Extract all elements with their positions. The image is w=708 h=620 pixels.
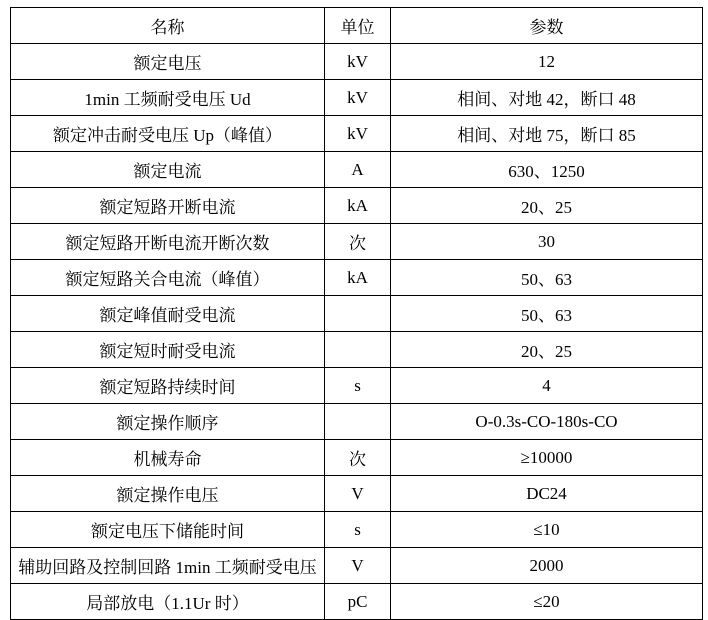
table-row [11, 368, 703, 404]
cell-name: 额定短路开断电流开断次数 [11, 224, 325, 260]
cell-unit: V [325, 548, 391, 584]
table-row [11, 80, 703, 116]
cell-unit: s [325, 512, 391, 548]
cell-unit: kV [325, 44, 391, 80]
table-row [11, 332, 703, 368]
header-name: 名称 [11, 8, 325, 44]
cell-unit: kV [325, 116, 391, 152]
cell-name: 额定操作电压 [11, 476, 325, 512]
table-row [11, 584, 703, 620]
cell-unit: s [325, 368, 391, 404]
cell-value: 50、63 [391, 296, 703, 332]
cell-name: 机械寿命 [11, 440, 325, 476]
cell-unit [325, 404, 391, 440]
cell-name: 额定电流 [11, 152, 325, 188]
header-unit: 单位 [325, 8, 391, 44]
table-header-row [11, 8, 703, 44]
cell-name: 额定操作顺序 [11, 404, 325, 440]
table-row [11, 296, 703, 332]
cell-unit: kA [325, 188, 391, 224]
cell-name: 额定冲击耐受电压 Up（峰值） [11, 116, 325, 152]
cell-name: 额定电压 [11, 44, 325, 80]
cell-value: 20、25 [391, 332, 703, 368]
table-row [11, 44, 703, 80]
table-row [11, 440, 703, 476]
table-row [11, 152, 703, 188]
cell-value: 630、1250 [391, 152, 703, 188]
cell-value: 相间、对地 42，断口 48 [391, 80, 703, 116]
cell-name: 局部放电（1.1Ur 时） [11, 584, 325, 620]
table-row [11, 188, 703, 224]
cell-name: 额定电压下储能时间 [11, 512, 325, 548]
cell-value: 2000 [391, 548, 703, 584]
table-row [11, 476, 703, 512]
cell-value: 相间、对地 75，断口 85 [391, 116, 703, 152]
header-value: 参数 [391, 8, 703, 44]
cell-value: 30 [391, 224, 703, 260]
cell-value: O-0.3s-CO-180s-CO [391, 404, 703, 440]
cell-value: 12 [391, 44, 703, 80]
cell-value: ≥10000 [391, 440, 703, 476]
cell-unit: kA [325, 260, 391, 296]
cell-unit: kV [325, 80, 391, 116]
cell-unit: pC [325, 584, 391, 620]
cell-value: ≤20 [391, 584, 703, 620]
table-row [11, 224, 703, 260]
spec-table [10, 7, 703, 620]
cell-value: DC24 [391, 476, 703, 512]
table-row [11, 548, 703, 584]
table-row [11, 116, 703, 152]
cell-value: 20、25 [391, 188, 703, 224]
cell-name: 额定短时耐受电流 [11, 332, 325, 368]
cell-value: 4 [391, 368, 703, 404]
table-row [11, 260, 703, 296]
cell-name: 额定短路持续时间 [11, 368, 325, 404]
cell-unit: 次 [325, 224, 391, 260]
cell-unit: 次 [325, 440, 391, 476]
cell-unit [325, 332, 391, 368]
cell-name: 1min 工频耐受电压 Ud [11, 80, 325, 116]
cell-unit: V [325, 476, 391, 512]
cell-value: ≤10 [391, 512, 703, 548]
cell-value: 50、63 [391, 260, 703, 296]
table-row [11, 404, 703, 440]
cell-unit [325, 296, 391, 332]
cell-name: 辅助回路及控制回路 1min 工频耐受电压 [11, 548, 325, 584]
table-row [11, 512, 703, 548]
cell-name: 额定短路关合电流（峰值） [11, 260, 325, 296]
cell-name: 额定峰值耐受电流 [11, 296, 325, 332]
table-body [11, 44, 703, 620]
cell-name: 额定短路开断电流 [11, 188, 325, 224]
cell-unit: A [325, 152, 391, 188]
